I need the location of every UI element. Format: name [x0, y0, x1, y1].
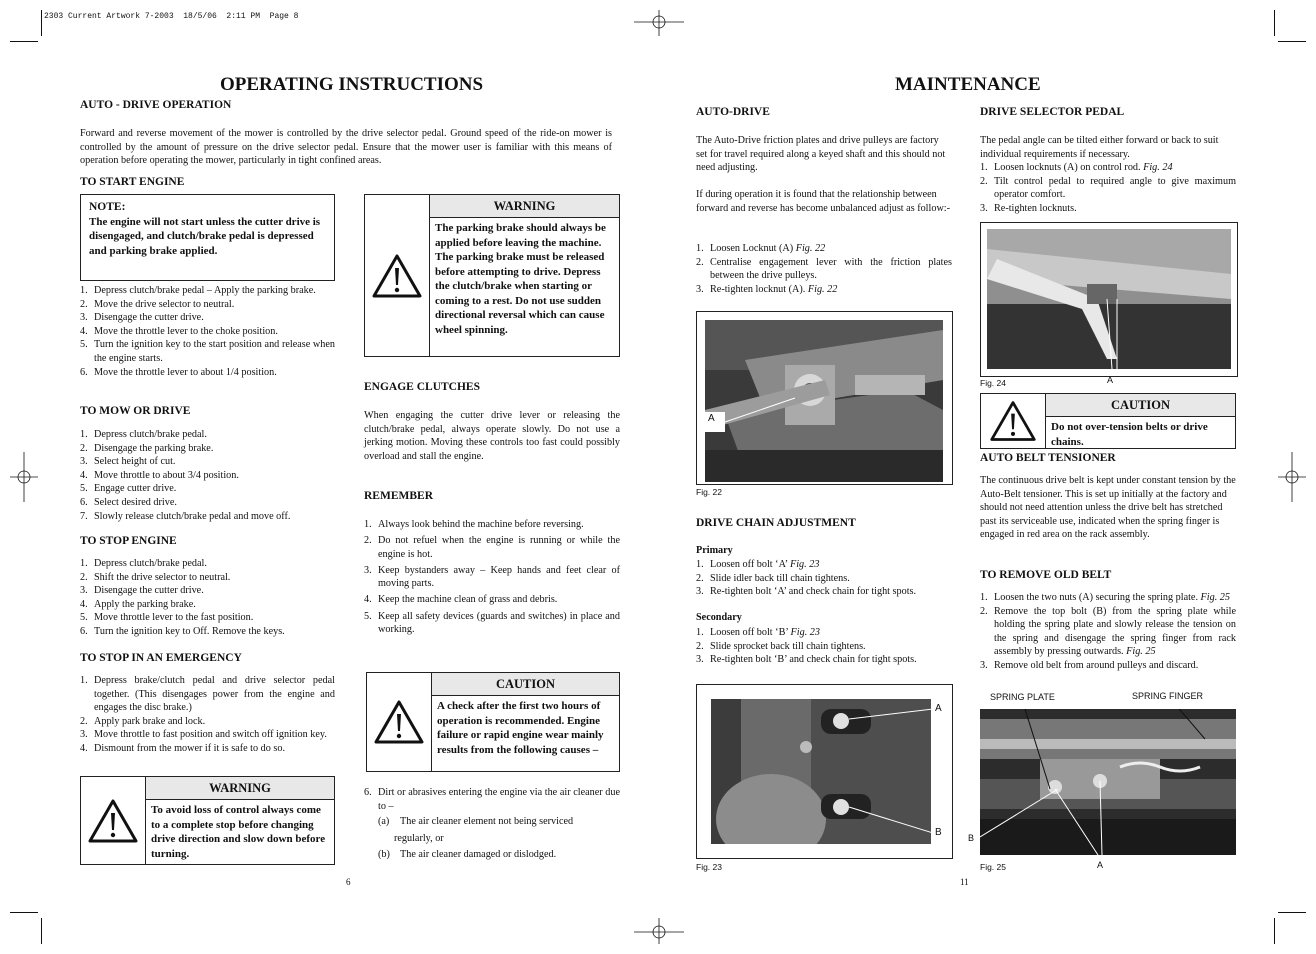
heading-remember: REMEMBER: [364, 490, 433, 502]
page-number-right: 11: [960, 877, 969, 887]
list-item: 3. Keep bystanders away – Keep hands and feet clear of moving parts.: [364, 564, 620, 590]
secondary-label: Secondary: [696, 612, 742, 623]
item-six-a-line2: regularly, or: [394, 832, 444, 844]
caution-box-tension: [980, 393, 1236, 449]
warning-triangle-icon: [365, 195, 430, 356]
list-item: 2. Slide sprocket back till chain tightens.: [696, 640, 866, 652]
list-item: 4. Move throttle to about 3/4 position.: [80, 469, 239, 481]
list-item: 5. Keep all safety devices (guards and switches) in place and working.: [364, 610, 620, 636]
page-title-maintenance: MAINTENANCE: [895, 74, 1041, 95]
heading-autodrive: AUTO-DRIVE: [696, 106, 770, 118]
figure-24: [980, 222, 1238, 377]
item-six-number: 6.: [364, 787, 372, 798]
list-item: 2. Slide idler back till chain tightens.: [696, 572, 850, 584]
figure-24-photo: [987, 229, 1231, 369]
list-item: 1. Depress brake/clutch pedal and drive selector pedal together. (This disengages power from the engine and engages the disc brake.): [80, 675, 335, 714]
warning-text: The parking brake should always be applied before leaving the machine. The parking brake must be released before attempting to drive. Depress the clutch/brake when starting or coming to a rest. Do not use sudden directional reversal which can cause wheel spinning.: [435, 222, 606, 336]
warning-text: To avoid loss of control always come to a complete stop before changing drive direction and slow down before turning.: [151, 804, 326, 860]
registration-crosshair-icon: [634, 918, 684, 944]
figure-25-photo: [980, 709, 1236, 855]
item-six-a-line1: The air cleaner element not being serviced: [400, 816, 574, 828]
note-box: [80, 194, 335, 281]
figure-25-label-spring-plate: SPRING PLATE: [990, 692, 1055, 702]
note-title: NOTE:: [89, 201, 126, 213]
heading-engage-clutches: ENGAGE CLUTCHES: [364, 381, 480, 393]
warning-box-control: [80, 776, 335, 865]
warning-box-parking: [364, 194, 620, 357]
autodrive-steps-list: [696, 242, 952, 296]
figure-23: [696, 684, 953, 859]
secondary-steps-list: [696, 626, 952, 667]
list-item: 3. Disengage the cutter drive.: [80, 312, 204, 324]
list-item: 6. Select desired drive.: [80, 496, 177, 508]
primary-steps-list: [696, 558, 952, 599]
list-item: 4. Move the throttle lever to the choke position.: [80, 325, 278, 337]
figure-25-label-spring-finger: SPRING FINGER: [1132, 691, 1204, 701]
list-item: 5. Turn the ignition key to the start position and release when the engine starts.: [80, 339, 335, 364]
list-item: 2. Do not refuel when the engine is running or while the engine is hot.: [364, 535, 620, 560]
list-item: 3. Remove old belt from around pulleys and discard.: [980, 659, 1199, 671]
figure-23-label-b: B: [935, 827, 942, 838]
pedal-steps-list: [980, 161, 1236, 215]
heading-tensioner: AUTO BELT TENSIONER: [980, 452, 1116, 464]
note-text: The engine will not start unless the cutter drive is disengaged, and clutch/brake pedal is depressed and parking brake applied.: [89, 215, 321, 257]
remove-steps-list: [980, 591, 1236, 673]
figure-25-label-b: B: [968, 833, 975, 843]
list-item: 1. Depress clutch/brake pedal.: [80, 429, 207, 440]
figure-25-caption: Fig. 25: [980, 862, 1006, 872]
clutch-text: When engaging the cutter drive lever or releasing the clutch/brake pedal, always operate slowly. Do not use a jerking motion. Moving these controls too fast could possibly overload and stall the engine.: [364, 410, 620, 462]
heading-mow-drive: TO MOW OR DRIVE: [80, 405, 191, 417]
heading-stop-engine: TO STOP ENGINE: [80, 535, 177, 547]
heading-auto-drive: AUTO - DRIVE OPERATION: [80, 99, 232, 111]
list-item: 5. Engage cutter drive.: [80, 483, 177, 495]
stop-steps-list: [80, 557, 335, 639]
list-item: 1. Depress clutch/brake pedal.: [80, 558, 207, 569]
caution-box-check: [366, 672, 620, 772]
list-item: 1. Loosen locknuts (A) on control rod. Fig. 24: [980, 162, 1173, 173]
list-item: 2. Tilt control pedal to required angle to give maximum operator comfort.: [980, 175, 1236, 201]
figure-22-photo: [705, 320, 943, 482]
figure-22-label-a: A: [708, 413, 715, 424]
remember-list: [364, 518, 620, 639]
page-title-operating: OPERATING INSTRUCTIONS: [220, 74, 484, 95]
list-item: 3. Re-tighten bolt ‘A’ and check chain for tight spots.: [696, 586, 917, 598]
list-item: 6. Turn the ignition key to Off. Remove the keys.: [80, 625, 285, 637]
list-item: 2. Shift the drive selector to neutral.: [80, 571, 231, 583]
item-six-text: Dirt or abrasives entering the engine via the air cleaner due to –: [378, 787, 620, 812]
caution-title: CAUTION: [432, 673, 619, 696]
figure-22-caption: Fig. 22: [696, 487, 722, 497]
list-item: 2. Move the drive selector to neutral.: [80, 298, 235, 310]
item-six-b-label: (b): [378, 849, 390, 861]
list-item: 1. Always look behind the machine before reversing.: [364, 519, 584, 530]
item-six-a-label: (a): [378, 816, 390, 828]
heading-start-engine: TO START ENGINE: [80, 176, 185, 188]
heading-chain: DRIVE CHAIN ADJUSTMENT: [696, 517, 856, 529]
primary-label: Primary: [696, 545, 733, 556]
list-item: 6. Move the throttle lever to about 1/4 position.: [80, 366, 277, 378]
list-item: 4. Dismount from the mower if it is safe to do so.: [80, 742, 285, 754]
page-number-left: 6: [346, 877, 351, 887]
caution-text: Do not over-tension belts or drive chains.: [1051, 421, 1208, 448]
figure-23-label-a: A: [935, 703, 942, 714]
list-item: 4. Apply the parking brake.: [80, 598, 196, 610]
item-six-b-text: The air cleaner damaged or dislodged.: [400, 849, 557, 861]
registration-crosshair-icon: [634, 10, 684, 36]
list-item: 3. Re-tighten locknut (A). Fig. 22: [696, 283, 838, 295]
heading-remove-belt: TO REMOVE OLD BELT: [980, 569, 1112, 581]
list-item: 4. Keep the machine clean of grass and debris.: [364, 594, 558, 606]
print-slug: 2303 Current Artwork 7-2003 18/5/06 2:11 PM Page 8: [44, 12, 299, 21]
autodrive-p1: The Auto-Drive friction plates and drive pulleys are factory set for travel required along a keyed shaft and this should not need adjusting.: [696, 135, 946, 174]
pedal-text: The pedal angle can be tilted either forward or back to suit individual requirements if necessary.: [980, 135, 1219, 160]
warning-title: WARNING: [430, 195, 619, 218]
figure-24-label-a: A: [1107, 375, 1114, 385]
list-item: 1. Loosen the two nuts (A) securing the spring plate. Fig. 25: [980, 592, 1230, 603]
list-item: 5. Move throttle lever to the fast position.: [80, 612, 254, 624]
figure-23-caption: Fig. 23: [696, 862, 722, 872]
list-item: 3. Disengage the cutter drive.: [80, 585, 204, 597]
warning-triangle-icon: [81, 777, 146, 864]
figure-25: [980, 709, 1236, 855]
tensioner-text: The continuous drive belt is kept under constant tension by the Auto-Belt tensioner. This is set up initially at the factory and should not need attention unless the drive belt has stretched past its serviceable use, indicated when the spring finger is engaged in red area on the rack assembly.: [980, 475, 1236, 541]
auto-drive-text: Forward and reverse movement of the mower is controlled by the drive selector pedal. Ground speed of the ride-on mower is controlled by the amount of pressure on the drive selector pedal. Ensure that the mower user is familiar with this means of operation before operating the mower, particularly in tight confined areas.: [80, 128, 612, 167]
list-item: 2. Apply park brake and lock.: [80, 715, 206, 727]
list-item: 2. Centralise engagement lever with the friction plates between the drive pulleys.: [696, 256, 952, 282]
list-item: 3. Re-tighten bolt ‘B’ and check chain for tight spots.: [696, 654, 917, 666]
figure-23-photo: [711, 699, 931, 844]
caution-text: A check after the first two hours of operation is recommended. Engine failure or rapid engine wear mainly results from the following causes –: [437, 700, 604, 756]
list-item: 7. Slowly release clutch/brake pedal and move off.: [80, 510, 291, 522]
warning-triangle-icon: [367, 673, 432, 771]
list-item: 1. Loosen off bolt ‘B’ Fig. 23: [696, 627, 820, 638]
list-item: 3. Move throttle to fast position and switch off ignition key.: [80, 729, 327, 741]
emergency-steps-list: [80, 674, 335, 756]
mow-steps-list: [80, 428, 335, 523]
figure-25-label-a: A: [1097, 860, 1104, 870]
list-item: 3. Select height of cut.: [80, 456, 176, 468]
heading-emergency: TO STOP IN AN EMERGENCY: [80, 652, 242, 664]
list-item: 2. Disengage the parking brake.: [80, 442, 214, 454]
caution-title: CAUTION: [1046, 394, 1235, 417]
item-six: [364, 786, 620, 864]
list-item: 1. Depress clutch/brake pedal – Apply the parking brake.: [80, 285, 316, 296]
list-item: 1. Loosen off bolt ‘A’ Fig. 23: [696, 559, 820, 570]
list-item: 2. Remove the top bolt (B) from the spring plate while holding the spring plate and slowly release the tension on the spring and disengage the spring finger from rack assembly by pressing outwards. Fig. 25: [980, 605, 1236, 658]
registration-crosshair-icon: [1278, 452, 1306, 502]
list-item: 1. Loosen Locknut (A) Fig. 22: [696, 243, 826, 254]
start-steps-list: [80, 284, 335, 379]
autodrive-p2: If during operation it is found that the relationship between forward and reverse has become unbalanced adjust as follow:-: [696, 189, 951, 214]
warning-title: WARNING: [146, 777, 334, 800]
registration-crosshair-icon: [10, 452, 38, 502]
warning-triangle-icon: [981, 394, 1046, 448]
heading-pedal: DRIVE SELECTOR PEDAL: [980, 106, 1125, 118]
list-item: 3. Re-tighten locknuts.: [980, 202, 1077, 214]
figure-24-caption: Fig. 24: [980, 378, 1006, 388]
figure-22: [696, 311, 953, 485]
